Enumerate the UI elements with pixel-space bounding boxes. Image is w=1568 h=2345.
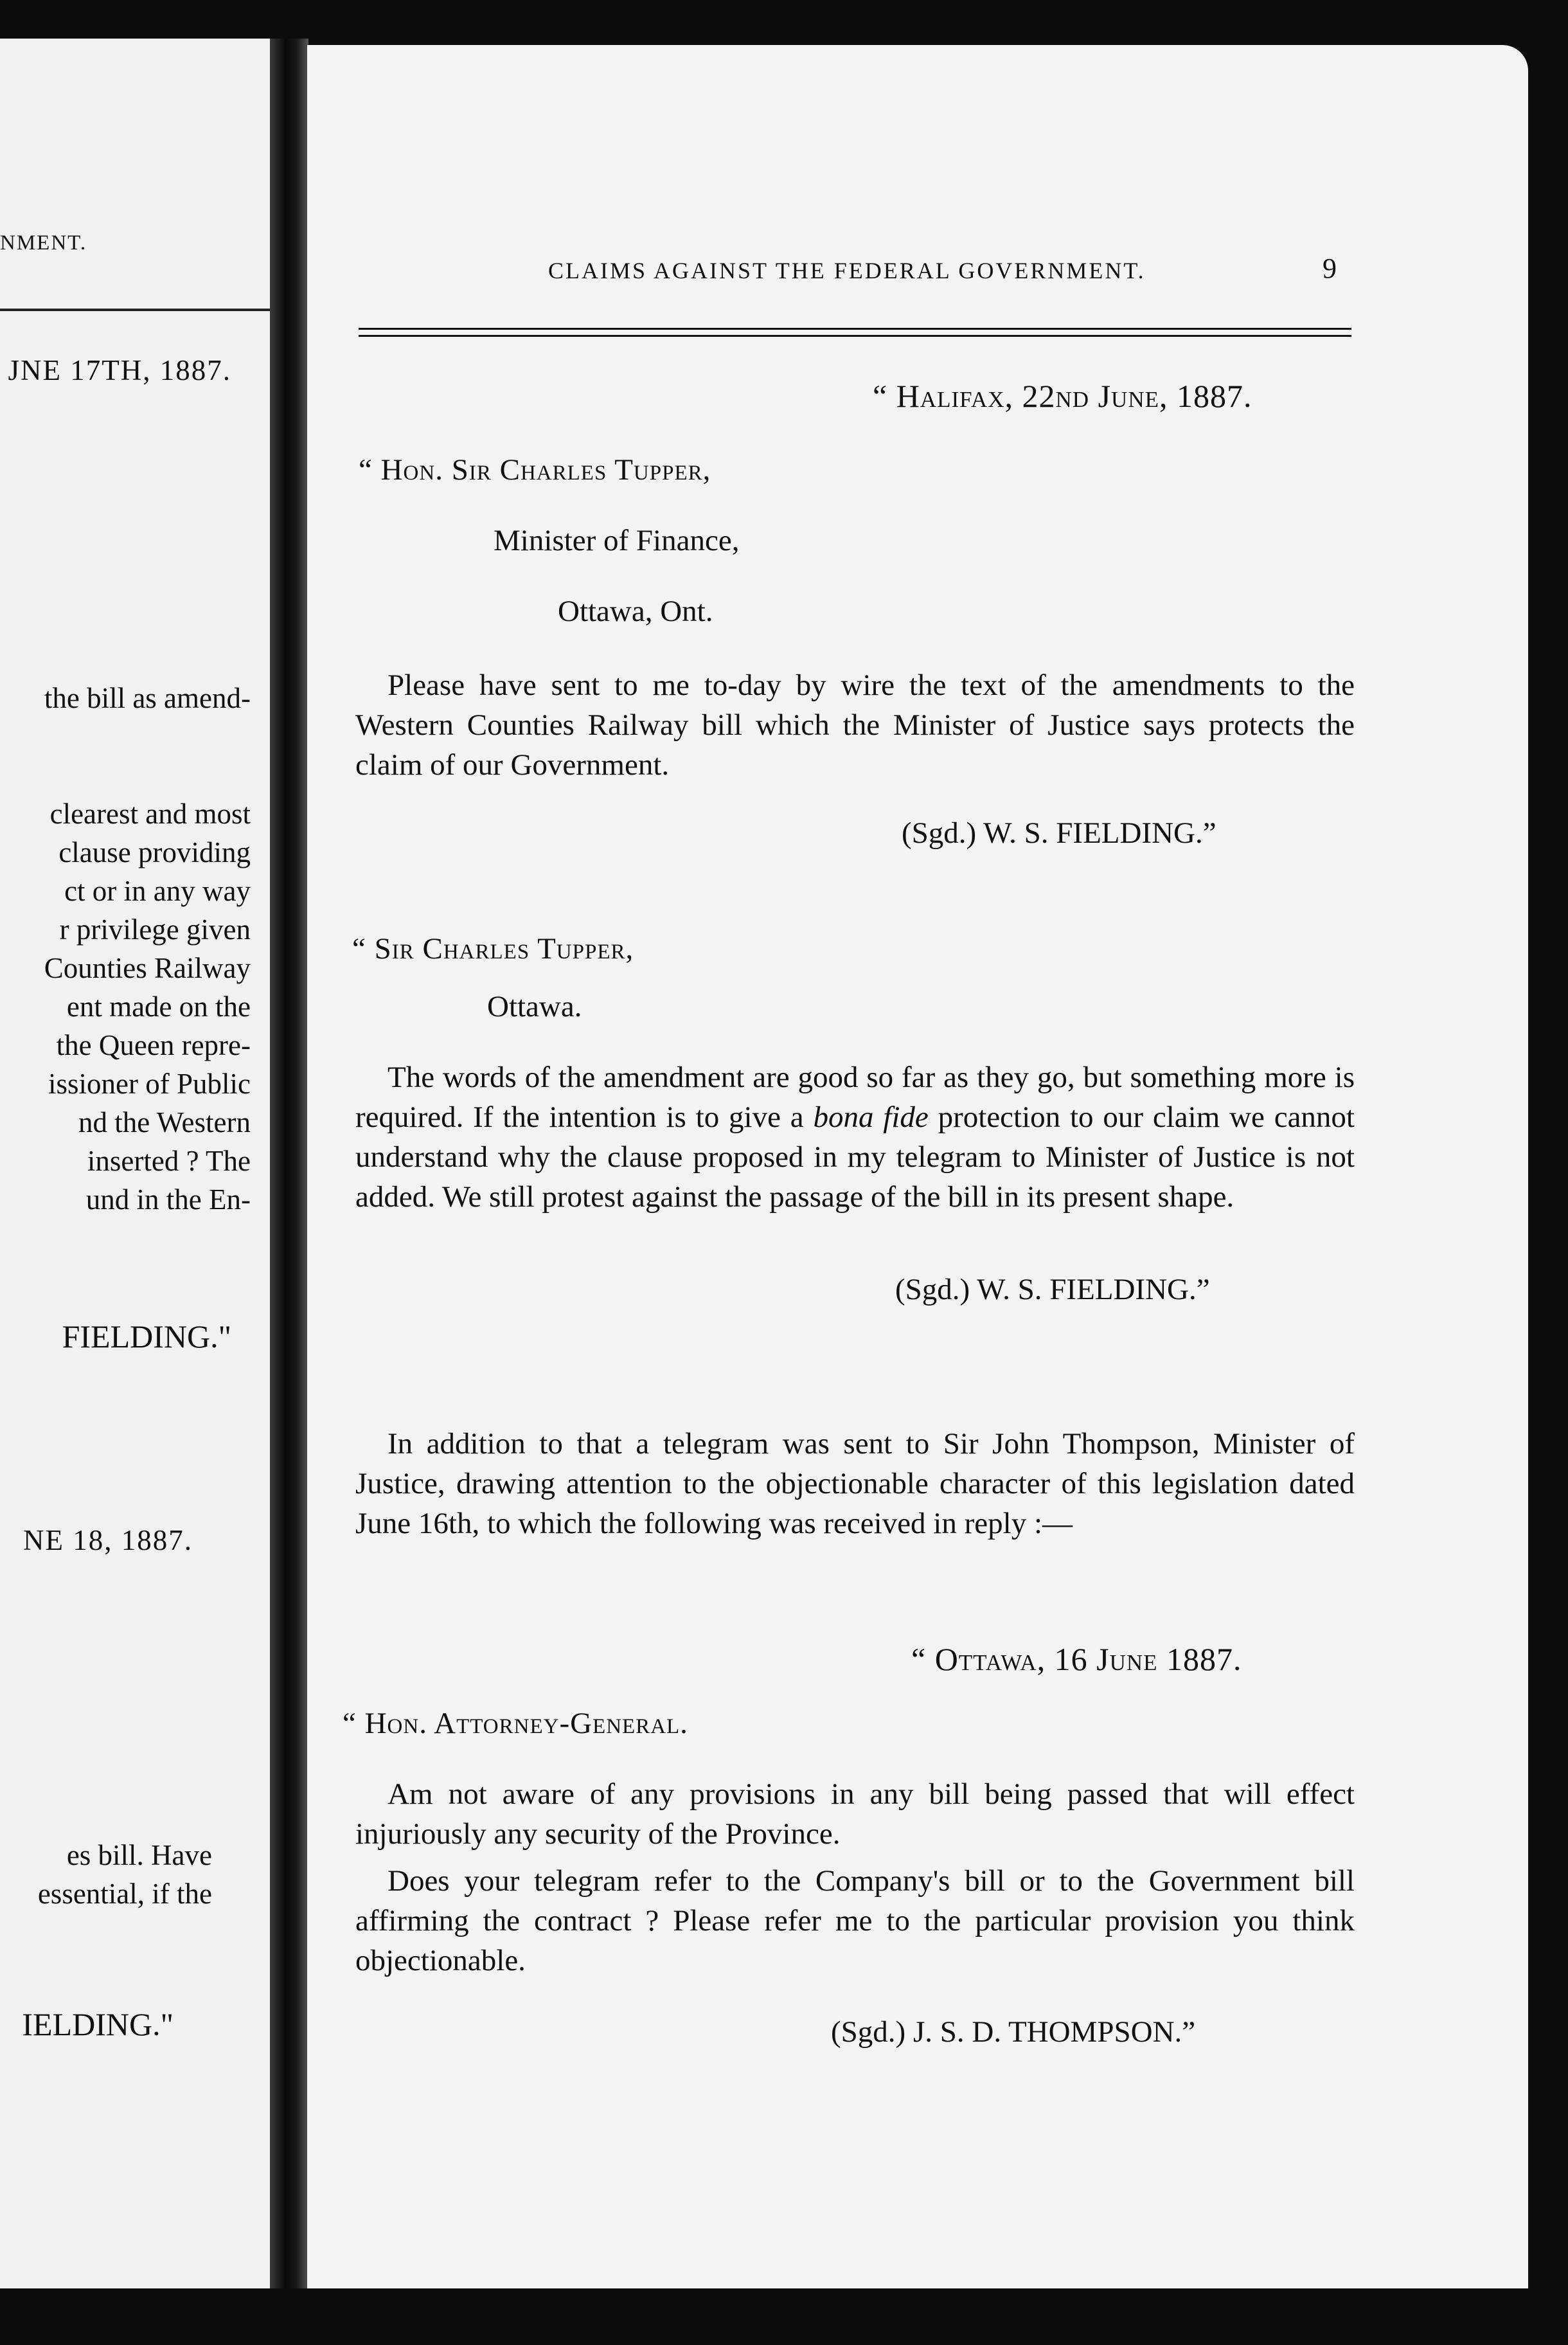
previous-line: issioner of Public xyxy=(48,1068,251,1100)
header-rule xyxy=(359,328,1351,337)
letter3-signature: (Sgd.) J. S. D. THOMPSON.” xyxy=(831,2015,1196,2049)
letter2-addressee: “ Sir Charles Tupper, xyxy=(352,932,634,966)
book-binding-gutter xyxy=(270,39,308,2288)
letter1-body: Please have sent to me to-day by wire the text of the amendments to the Western Counties Railway bill which the Minister of Justice says protects the claim of our Government. xyxy=(355,669,1355,782)
previous-page-fragment xyxy=(0,39,270,2288)
previous-line: r privilege given xyxy=(59,913,251,946)
previous-date: JNE 17TH, 1887. xyxy=(8,354,231,386)
previous-line: ct or in any way xyxy=(64,875,251,907)
letter1-addressee-place: Ottawa, Ont. xyxy=(558,595,713,628)
previous-head-rule xyxy=(0,309,270,311)
previous-line: und in the En- xyxy=(85,1183,251,1216)
previous-line: es bill. Have xyxy=(66,1839,212,1871)
previous-line: nd the Western xyxy=(78,1106,251,1138)
letter1-addressee-title: Minister of Finance, xyxy=(494,524,740,557)
letter1-addressee: “ Hon. Sir Charles Tupper, xyxy=(359,453,711,487)
letter2-addressee-place: Ottawa. xyxy=(487,990,582,1023)
page-number: 9 xyxy=(1323,253,1337,284)
previous-line: ent made on the xyxy=(66,991,251,1023)
letter3-paragraph: Am not aware of any provisions in any bill being passed that will effect injuriously any security of the Province. xyxy=(355,1777,1355,1851)
document-page xyxy=(307,45,1528,2288)
letter2-body-text: protection to our claim we cannot understand why the clause proposed in my telegram to Minister of Justice is not added. We still protest against the passage of the bill in its present shape. xyxy=(355,1101,1355,1214)
previous-line: the Queen repre- xyxy=(56,1029,251,1061)
letter3-dateline: “ Ottawa, 16 June 1887. xyxy=(911,1641,1242,1677)
letter2-body-italic: bona fide xyxy=(813,1101,929,1134)
previous-line: clearest and most xyxy=(49,798,251,830)
previous-line: inserted ? The xyxy=(87,1145,251,1177)
letter2-signature: (Sgd.) W. S. FIELDING.” xyxy=(895,1273,1210,1306)
previous-line: essential, if the xyxy=(37,1878,212,1910)
previous-date: NE 18, 1887. xyxy=(23,1524,193,1556)
previous-line: the bill as amend- xyxy=(44,682,251,714)
running-head: CLAIMS AGAINST THE FEDERAL GOVERNMENT. xyxy=(548,258,1146,283)
previous-running-head: NMENT. xyxy=(0,231,87,255)
letter1-signature: (Sgd.) W. S. FIELDING.” xyxy=(902,816,1216,850)
previous-line: Counties Railway xyxy=(44,952,251,984)
letter2-body-text: The words of the amendment are good so far as they go, but something more is required. If the intention is to give a xyxy=(355,1061,1355,1134)
letter3-addressee: “ Hon. Attorney-General. xyxy=(343,1707,688,1740)
narrative-paragraph: In addition to that a telegram was sent to Sir John Thompson, Minister of Justice, drawing attention to the objectionable character of this legislation dated June 16th, to which the following was received in reply :— xyxy=(355,1427,1355,1540)
previous-signature: FIELDING." xyxy=(62,1318,231,1354)
letter3-paragraph: Does your telegram refer to the Company's bill or to the Government bill affirming the contract ? Please refer me to the particular provision you think objectionable. xyxy=(355,1864,1355,1977)
letter1-dateline: “ Halifax, 22nd June, 1887. xyxy=(873,378,1252,414)
previous-signature: IELDING." xyxy=(22,2006,174,2042)
previous-line: clause providing xyxy=(58,836,251,868)
letter2-body xyxy=(355,1057,1355,1217)
